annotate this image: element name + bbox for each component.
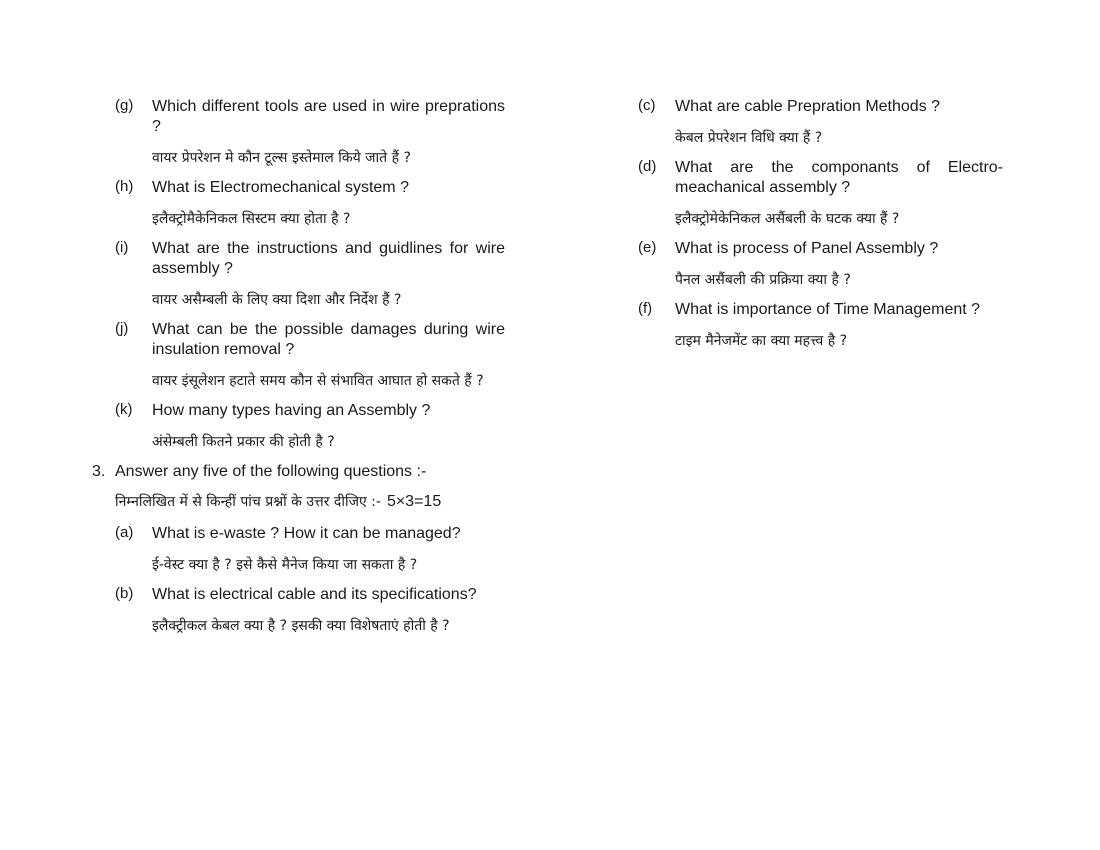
question-text-english: What can be the possible damages during wire insulation removal ? — [152, 321, 505, 358]
section-number: 3. — [92, 463, 106, 480]
section-instruction-hindi: निम्नलिखित में से किन्हीं पांच प्रश्नों के उत्तर दीजिए :- — [115, 494, 381, 510]
right-column — [638, 96, 1003, 360]
question-text-english: How many types having an Assembly ? — [152, 402, 431, 419]
question-text-english: What are the componants of Electro-meachanical assembly ? — [675, 159, 1003, 196]
question-text-english: What is importance of Time Management ? — [675, 301, 981, 318]
question-text-hindi: वायर इंसूलेशन हटाते समय कौन से संभावित आघात हो सकते हैं ? — [152, 373, 484, 389]
question-a — [115, 523, 505, 578]
question-g — [115, 96, 505, 171]
question-i — [115, 238, 505, 313]
question-label: (h) — [115, 178, 134, 195]
question-text-hindi: टाइम मैनेजमेंट का क्या महत्त्व है ? — [675, 333, 848, 349]
section-heading — [92, 461, 505, 482]
question-text-hindi: इलैक्ट्रीकल केबल क्या है ? इसकी क्या विशेषताएं होती है ? — [152, 618, 450, 634]
question-text-english: Which different tools are used in wire preprations ? — [152, 98, 505, 135]
question-label: (i) — [115, 239, 129, 256]
question-text-hindi: इलैक्ट्रोमैकेनिकल सिस्टम क्या होता है ? — [152, 211, 351, 227]
question-text-english: What is Electromechanical system ? — [152, 179, 409, 196]
question-text-hindi: केबल प्रेपरेशन विधि क्या हैं ? — [675, 130, 823, 146]
question-d — [638, 157, 1003, 232]
question-text-english: What is process of Panel Assembly ? — [675, 240, 939, 257]
question-f — [638, 299, 1003, 354]
question-text-english: What are cable Prepration Methods ? — [675, 98, 941, 115]
question-label: (e) — [638, 239, 657, 256]
question-text-hindi: पैनल असैंबली की प्रक्रिया क्या है ? — [675, 272, 851, 288]
question-text-english: What is e-waste ? How it can be managed? — [152, 525, 461, 542]
question-label: (b) — [115, 585, 134, 602]
question-b — [115, 584, 505, 639]
question-text-hindi: अंसेम्बली कितने प्रकार की होती है ? — [152, 434, 335, 450]
question-text-english: What are the instructions and guidlines for wire assembly ? — [152, 240, 505, 277]
question-label: (d) — [638, 158, 657, 175]
question-e — [638, 238, 1003, 293]
section-heading-english: Answer any five of the following questions :- — [115, 463, 427, 480]
question-c — [638, 96, 1003, 151]
question-text-hindi: वायर असैम्बली के लिए क्या दिशा और निर्देश हैं ? — [152, 292, 402, 308]
question-text-hindi: इलैक्ट्रोमेकेनिकल असैंबली के घटक क्या हैं ? — [675, 211, 900, 227]
marks-allocation: 5×3=15 — [386, 493, 442, 510]
question-text-english: What is electrical cable and its specifications? — [152, 586, 477, 603]
question-label: (g) — [115, 97, 134, 114]
question-label: (a) — [115, 524, 134, 541]
question-label: (f) — [638, 300, 653, 317]
question-k — [115, 400, 505, 455]
question-text-hindi: वायर प्रेपरेशन मे कौन टूल्स इस्तेमाल किये जाते हैं ? — [152, 150, 411, 166]
left-column — [92, 96, 505, 645]
section-instruction — [115, 490, 505, 515]
question-text-hindi: ई-वेस्ट क्या है ? इसे कैसे मैनेज किया जा सकता है ? — [152, 557, 418, 573]
question-label: (c) — [638, 97, 656, 114]
question-label: (k) — [115, 401, 133, 418]
section-3 — [92, 461, 505, 639]
question-label: (j) — [115, 320, 129, 337]
question-j — [115, 319, 505, 394]
question-h — [115, 177, 505, 232]
